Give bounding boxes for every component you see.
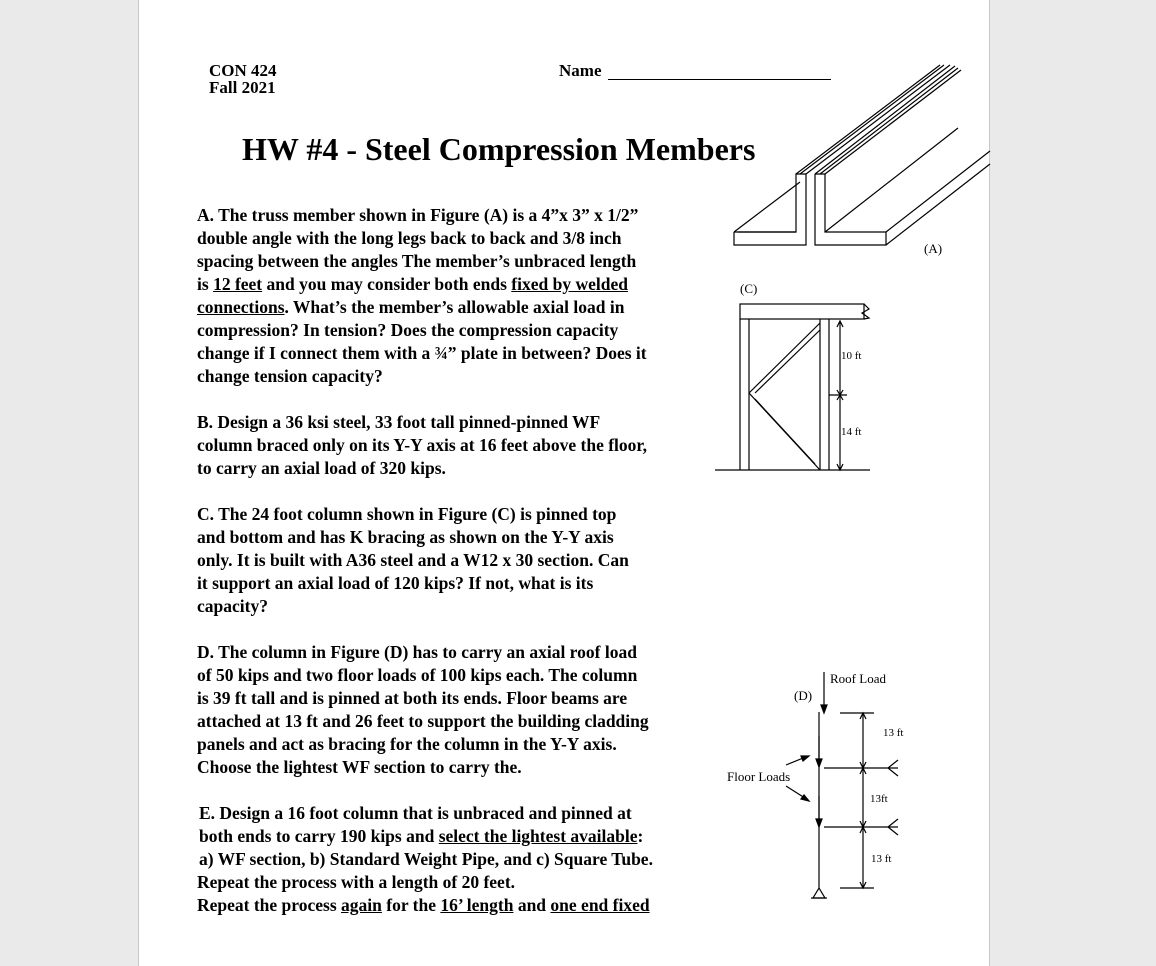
problem-c-line: capacity? (197, 596, 268, 616)
problem-c-line: only. It is built with A36 steel and a W12 x 30 section. Can (197, 550, 629, 570)
problem-d-line: Choose the lightest WF section to carry the. (197, 757, 522, 777)
problem-a-line: A. The truss member shown in Figure (A) is a 4”x 3” x 1/2” (197, 205, 639, 225)
figure-c-dim-bottom: 14 ft (841, 426, 862, 438)
figure-c-dim-top: 10 ft (841, 350, 862, 362)
floor-loads-label: Floor Loads (727, 769, 791, 784)
problem-a-line: connections. What’s the member’s allowable axial load in (197, 297, 625, 317)
problem-d-line: is 39 ft tall and is pinned at both its ends. Floor beams are (197, 688, 628, 708)
term: Fall 2021 (209, 78, 276, 97)
roof-load-label: Roof Load (830, 671, 886, 686)
problem-a-line: spacing between the angles The member’s unbraced length (197, 251, 637, 271)
figure-d-dim-3: 13 ft (871, 853, 892, 865)
problem-e-line: E. Design a 16 foot column that is unbraced and pinned at (199, 803, 632, 823)
problem-a-line: is 12 feet and you may consider both ends fixed by welded (197, 274, 628, 294)
figure-a-double-angle (734, 65, 990, 245)
problem-c-line: and bottom and has K bracing as shown on the Y-Y axis (197, 527, 614, 547)
figure-c-label: (C) (740, 281, 758, 296)
name-label: Name (559, 61, 602, 80)
problem-d-line: D. The column in Figure (D) has to carry an axial roof load (197, 642, 637, 662)
problem-c-line: C. The 24 foot column shown in Figure (C) is pinned top (197, 504, 617, 524)
problem-b-line: to carry an axial load of 320 kips. (197, 458, 446, 478)
problem-e-line: Repeat the process again for the 16’ length and one end fixed (197, 895, 650, 915)
problem-d-line: attached at 13 ft and 26 feet to support the building cladding (197, 711, 649, 731)
problem-e-line: both ends to carry 190 kips and select the lightest available: (199, 826, 644, 846)
problem-a-line: change if I connect them with a ¾” plate in between? Does it (197, 343, 647, 363)
figure-d-dim-1: 13 ft (883, 727, 904, 739)
figure-c-k-braced-column (715, 304, 870, 470)
problem-a-line: double angle with the long legs back to back and 3/8 inch (197, 228, 622, 248)
problem-c-line: it support an axial load of 120 kips? If not, what is its (197, 573, 594, 593)
problem-a-line: compression? In tension? Does the compression capacity (197, 320, 619, 340)
problem-a-line: change tension capacity? (197, 366, 383, 386)
figure-d-label: (D) (794, 688, 813, 703)
problem-b-line: column braced only on its Y-Y axis at 16 feet above the floor, (197, 435, 647, 455)
figure-d-dim-2: 13ft (870, 793, 888, 805)
problem-e-line: Repeat the process with a length of 20 feet. (197, 872, 516, 892)
course-code: CON 424 (209, 61, 277, 80)
page-title: HW #4 - Steel Compression Members (242, 131, 756, 167)
problem-b-line: B. Design a 36 ksi steel, 33 foot tall pinned-pinned WF (197, 412, 601, 432)
problem-d-line: of 50 kips and two floor loads of 100 kips each. The column (197, 665, 638, 685)
problem-d-line: panels and act as bracing for the column in the Y-Y axis. (197, 734, 617, 754)
problem-e-line: a) WF section, b) Standard Weight Pipe, and c) Square Tube. (199, 849, 653, 869)
figure-a-label: (A) (924, 241, 943, 256)
